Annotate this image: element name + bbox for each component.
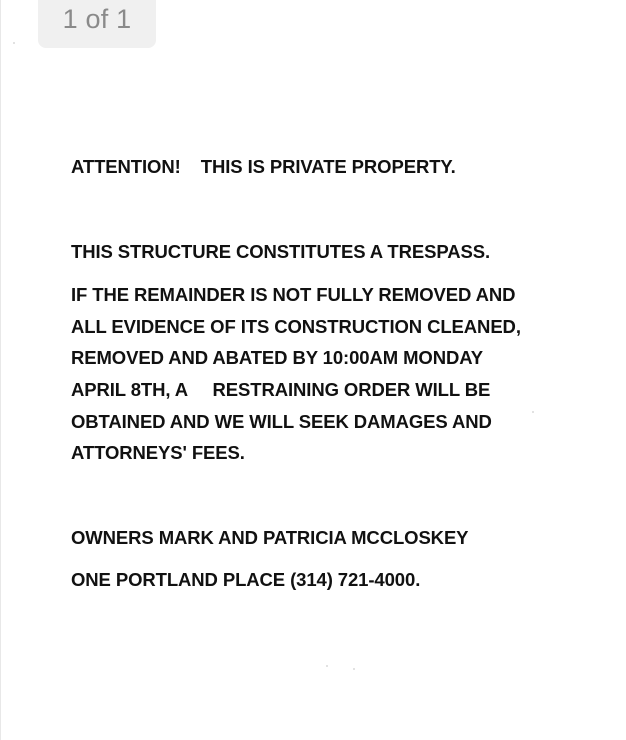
scan-speck bbox=[353, 668, 355, 670]
demand-line: REMOVED AND ABATED BY 10:00AM MONDAY bbox=[71, 347, 484, 368]
demand-line: IF THE REMAINDER IS NOT FULLY REMOVED AND bbox=[71, 284, 516, 305]
demand-line: APRIL 8TH, A RESTRAINING ORDER WILL BE bbox=[71, 379, 491, 400]
scan-speck bbox=[532, 411, 534, 413]
scan-speck bbox=[326, 665, 328, 667]
owners-line: OWNERS MARK AND PATRICIA MCCLOSKEY bbox=[71, 527, 469, 548]
demand-line: ALL EVIDENCE OF ITS CONSTRUCTION CLEANED, bbox=[71, 316, 521, 337]
address-line: ONE PORTLAND PLACE (314) 721-4000. bbox=[71, 569, 421, 590]
scan-speck bbox=[13, 42, 15, 44]
page-indicator-badge bbox=[38, 0, 156, 48]
page-indicator-text: 1 of 1 bbox=[62, 4, 132, 34]
demand-line: OBTAINED AND WE WILL SEEK DAMAGES AND bbox=[71, 411, 492, 432]
trespass-line: THIS STRUCTURE CONSTITUTES A TRESPASS. bbox=[71, 241, 490, 262]
attention-line: ATTENTION! THIS IS PRIVATE PROPERTY. bbox=[71, 156, 456, 177]
demand-line: ATTORNEYS' FEES. bbox=[71, 442, 245, 463]
